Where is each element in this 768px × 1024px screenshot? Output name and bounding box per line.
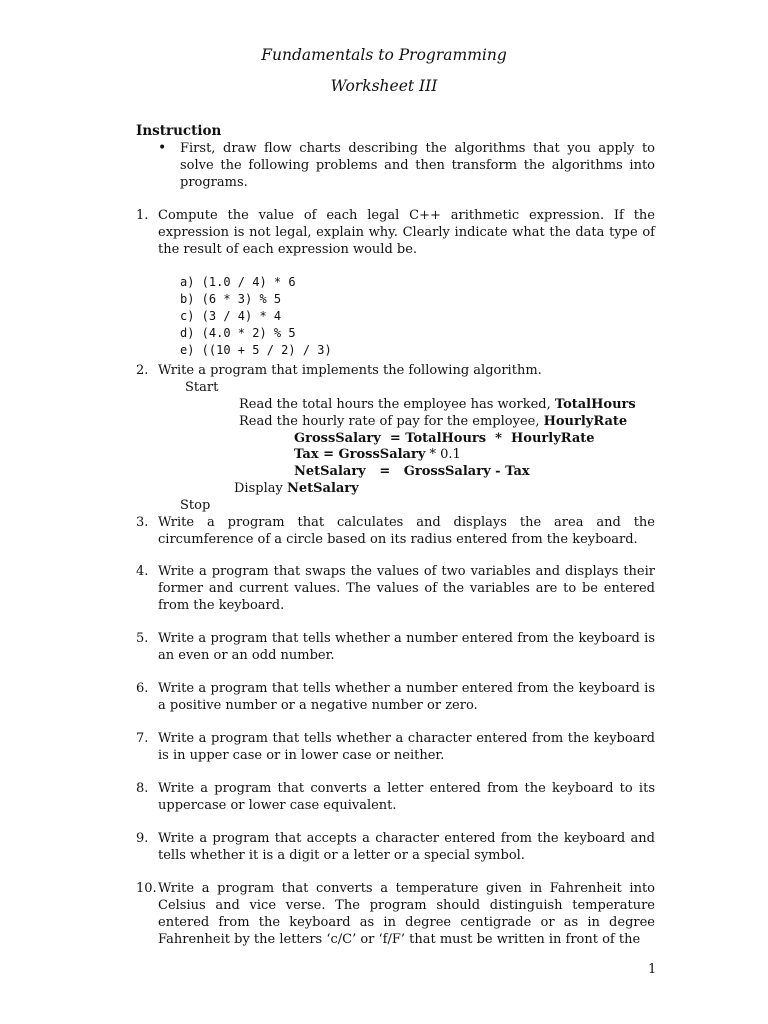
page-number: 1 bbox=[648, 962, 657, 977]
expression-a: a) (1.0 / 4) * 6 bbox=[180, 275, 296, 289]
document-title: Fundamentals to Programming bbox=[261, 46, 507, 64]
expression-c: c) (3 / 4) * 4 bbox=[180, 309, 282, 323]
question-number: 6. bbox=[136, 681, 149, 696]
document-subtitle: Worksheet III bbox=[330, 77, 438, 95]
question-text: Write a program that converts a temperature given in Fahrenheit into Celsius and vice verse. The program should distinguish temperature entered from the keyboard as in degree centigrade or as in degree Fahrenheit by the letters ‘c/C’ or ‘f/F’ that must be written in front of the bbox=[158, 881, 655, 947]
expression-d: d) (4.0 * 2) % 5 bbox=[180, 326, 296, 340]
question-number: 7. bbox=[136, 731, 149, 746]
expression-b: b) (6 * 3) % 5 bbox=[180, 292, 282, 306]
question-number: 9. bbox=[136, 831, 149, 846]
question-number: 5. bbox=[136, 631, 149, 646]
question-text: Write a program that accepts a character entered from the keyboard and tells whether it is a digit or a letter or a special symbol. bbox=[158, 831, 655, 863]
question-number: 8. bbox=[136, 781, 149, 796]
question-text: Write a program that calculates and displays the area and the circumference of a circle based on its radius entered from the keyboard. bbox=[158, 515, 655, 547]
question-number: 2. bbox=[136, 363, 149, 378]
algo-stop: Stop bbox=[180, 498, 211, 513]
question-text: Write a program that tells whether a number entered from the keyboard is an even or an odd number. bbox=[158, 631, 655, 663]
instruction-heading: Instruction bbox=[136, 123, 222, 139]
bullet-icon: • bbox=[158, 140, 167, 156]
algo-net-salary: NetSalary = GrossSalary - Tax bbox=[294, 464, 530, 479]
question-text: Compute the value of each legal C++ arithmetic expression. If the expression is not legal, explain why. Clearly indicate what the data type of the result of each expression would be. bbox=[158, 208, 655, 257]
algo-gross-salary: GrossSalary = TotalHours * HourlyRate bbox=[294, 431, 595, 446]
algo-read-rate: Read the hourly rate of pay for the employee, HourlyRate bbox=[239, 414, 628, 429]
algo-tax: Tax = GrossSalary * 0.1 bbox=[294, 447, 461, 462]
expression-e: e) ((10 + 5 / 2) / 3) bbox=[180, 343, 332, 357]
question-number: 3. bbox=[136, 515, 149, 530]
question-text: Write a program that swaps the values of two variables and displays their former and current values. The values of the variables are to be entered from the keyboard. bbox=[158, 564, 655, 613]
question-text: Write a program that tells whether a number entered from the keyboard is a positive number or a negative number or zero. bbox=[158, 681, 655, 713]
question-text: Write a program that converts a letter entered from the keyboard to its uppercase or lower case equivalent. bbox=[158, 781, 655, 813]
instruction-text: First, draw flow charts describing the algorithms that you apply to solve the following problems and then transform the algorithms into programs. bbox=[180, 141, 655, 190]
algo-start: Start bbox=[185, 380, 219, 395]
question-number: 10. bbox=[136, 881, 157, 896]
algo-display: Display NetSalary bbox=[234, 481, 359, 496]
question-text: Write a program that implements the following algorithm. bbox=[158, 363, 542, 378]
question-number: 1. bbox=[136, 208, 149, 223]
question-text: Write a program that tells whether a character entered from the keyboard is in upper case or in lower case or neither. bbox=[158, 731, 655, 763]
algo-read-hours: Read the total hours the employee has worked, TotalHours bbox=[239, 397, 636, 412]
question-number: 4. bbox=[136, 564, 149, 579]
